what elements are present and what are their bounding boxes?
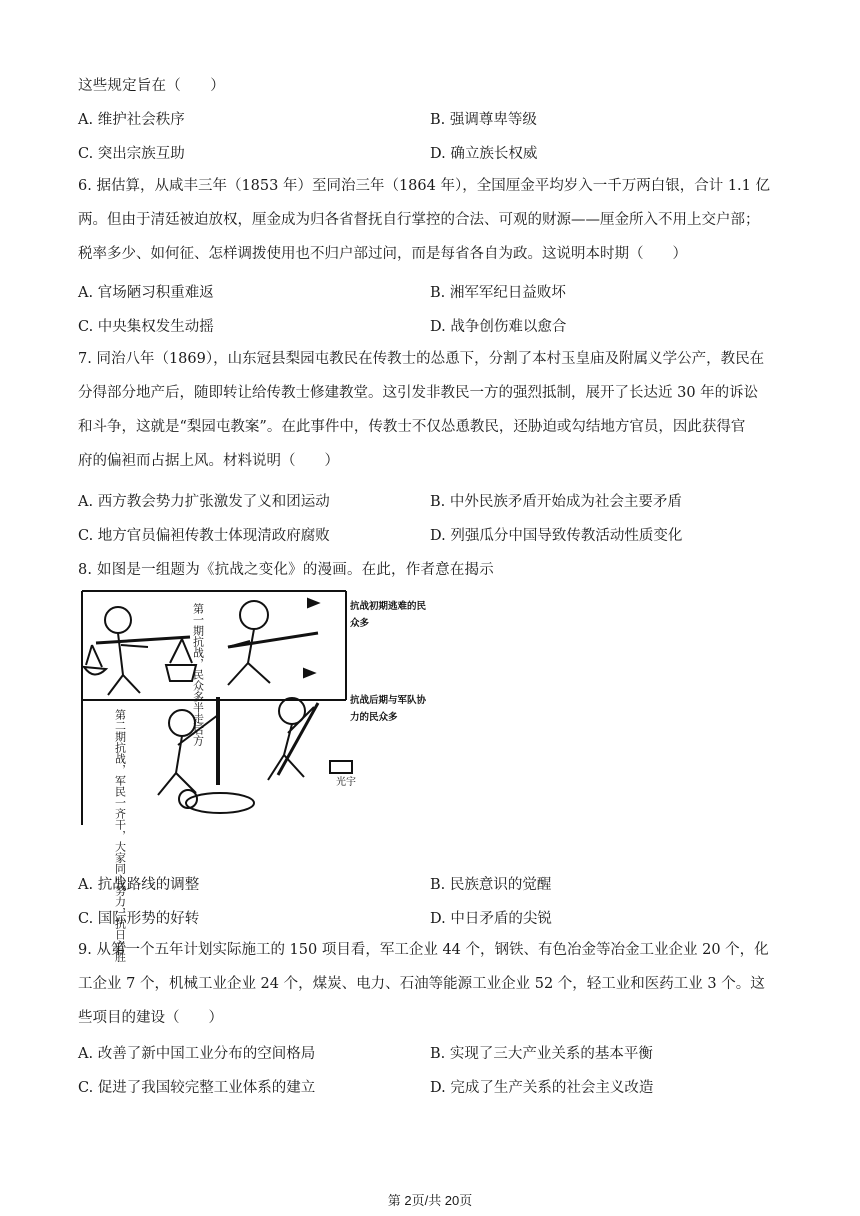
q6-option-d[interactable]: D. 战争创伤难以愈合 — [430, 319, 567, 335]
q5-option-c[interactable]: C. 突出宗族互助 — [78, 146, 185, 162]
handwriting-top: 第一期抗战，民众多半走后方 — [191, 603, 205, 746]
q6-stem-line: 6. 据估算，从咸丰三年（1853 年）至同治三年（1864 年），全国厘金平均岁入一千万两白银，合计 1.1 亿 — [78, 178, 770, 194]
q9-option-a[interactable]: A. 改善了新中国工业分布的空间格局 — [78, 1046, 316, 1062]
q6-stem-line: 税率多少、如何征、怎样调拨使用也不归户部过问，而是每省各自为政。这说明本时期（ ） — [78, 246, 687, 262]
q9-option-c[interactable]: C. 促进了我国较完整工业体系的建立 — [78, 1080, 316, 1096]
artist-signature: 光宇 — [336, 777, 356, 788]
q7-stem — [78, 342, 783, 478]
soldier-rifle — [228, 633, 318, 647]
q6-option-c[interactable]: C. 中央集权发生动摇 — [78, 319, 214, 335]
caption-top-line2: 众多 — [350, 618, 370, 629]
comic-captions — [350, 600, 427, 723]
q6-option-a[interactable]: A. 官场陋习积重难返 — [78, 285, 214, 301]
q6-stem — [78, 169, 783, 271]
q7-option-b[interactable]: B. 中外民族矛盾开始成为社会主要矛盾 — [430, 494, 682, 510]
q7-stem-line: 分得部分地产后，随即转让给传教士修建教堂。这引发非教民一方的强烈抵制，展开了长达近 30 年的诉讼 — [78, 385, 759, 401]
page-footer: 第 2页/共 20页 — [387, 1193, 473, 1208]
q9-stem-line: 些项目的建设（ ） — [78, 1010, 223, 1026]
q9-option-d[interactable]: D. 完成了生产关系的社会主义改造 — [430, 1080, 654, 1096]
q9-stem — [78, 933, 783, 1035]
q7-stem-line: 和斗争，这就是“梨园屯教案”。在此事件中，传教士不仅怂恿教民，还胁迫或勾结地方官员，因此获得官 — [78, 419, 746, 435]
handwriting-bottom: 第二期抗战，军民一齐干，大家同心努力，抗日必胜 — [113, 709, 127, 962]
q8-option-d[interactable]: D. 中日矛盾的尖锐 — [430, 911, 552, 927]
q5-stem-tail: 这些规定旨在（ ） — [78, 78, 225, 94]
q8-stem: 8. 如图是一组题为《抗战之变化》的漫画。在此，作者意在揭示 — [78, 562, 494, 578]
shell-casing — [330, 761, 352, 773]
q7-option-c[interactable]: C. 地方官员偏袒传教士体现清政府腐败 — [78, 528, 330, 544]
q5-option-d[interactable]: D. 确立族长权威 — [430, 146, 538, 162]
q5-option-b[interactable]: B. 强调尊卑等级 — [430, 112, 537, 128]
q7-stem-line: 府的偏袒而占据上风。材料说明（ ） — [78, 453, 339, 469]
q7-option-a[interactable]: A. 西方教会势力扩张激发了义和团运动 — [78, 494, 330, 510]
q9-stem-line: 工企业 7 个，机械工业企业 24 个，煤炭、电力、石油等能源工业企业 52 个，轻工业和医药工业 3 个。这 — [78, 976, 765, 992]
q9-option-b[interactable]: B. 实现了三大产业关系的基本平衡 — [430, 1046, 653, 1062]
q6-option-b[interactable]: B. 湘军军纪日益败坏 — [430, 285, 566, 301]
soldier-helmet — [240, 601, 268, 629]
q9-stem-line: 9. 从第一个五年计划实际施工的 150 项目看，军工企业 44 个，钢铁、有色冶金等冶金工业企业 20 个，化 — [78, 942, 769, 958]
q5-option-a[interactable]: A. 维护社会秩序 — [78, 112, 185, 128]
bullets — [304, 599, 318, 677]
civilian-body — [158, 715, 218, 795]
soldier-body-bottom — [268, 707, 314, 780]
q8-option-a[interactable]: A. 抗战路线的调整 — [78, 877, 200, 893]
bayonet — [278, 703, 318, 775]
refugee-head — [105, 607, 131, 633]
caption-bottom-line2: 力的民众多 — [350, 712, 398, 723]
caption-bottom-line1: 抗战后期与军队协 — [350, 695, 427, 706]
bundle-left — [84, 645, 106, 675]
q6-stem-line: 两。但由于清廷被迫放权，厘金成为归各省督抚自行掌控的合法、可观的财源——厘金所入不用上交户部； — [78, 212, 760, 228]
q7-stem-line: 7. 同治八年（1869），山东冠县梨园屯教民在传教士的怂恿下，分割了本村玉皇庙及附属义学公产，教民在 — [78, 351, 765, 367]
carrying-pole — [96, 637, 190, 643]
caption-top-line1: 抗战初期逃难的民 — [350, 601, 427, 612]
q8-option-c[interactable]: C. 国际形势的好转 — [78, 911, 200, 927]
q7-option-d[interactable]: D. 列强瓜分中国导致传教活动性质变化 — [430, 528, 683, 544]
soldier-body — [228, 629, 270, 685]
q8-option-b[interactable]: B. 民族意识的觉醒 — [430, 877, 552, 893]
